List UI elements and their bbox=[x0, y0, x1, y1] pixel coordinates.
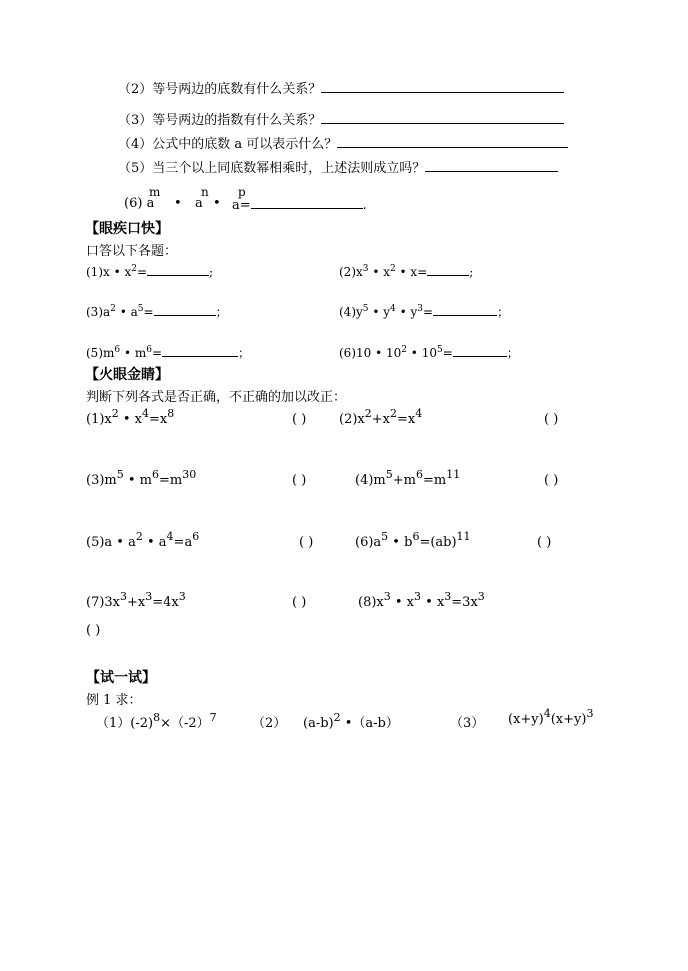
section-title-try: 【试一试】 bbox=[86, 670, 156, 686]
oral-item-4: $(4)y^5$ • $y^4$ • $y^3=$ ； bbox=[339, 304, 510, 319]
exponent-m: m bbox=[149, 185, 161, 199]
answer-blank[interactable] bbox=[425, 159, 558, 172]
oral-item-3: $(3)a^2$ • $a^5=$ ； bbox=[86, 304, 228, 319]
example-1-part-1: $(1)(-2)^8\times(-2)^7$ bbox=[96, 711, 217, 731]
oral-item-5: $(5)m^6$ • $m^6=$ ； bbox=[86, 345, 251, 360]
answer-blank[interactable] bbox=[433, 303, 497, 316]
answer-paren[interactable]: ( ) bbox=[292, 473, 307, 488]
dot-symbol: • bbox=[174, 196, 182, 211]
judge-item-1: $(1)x^2$ • $x^4=x^8$ bbox=[86, 407, 175, 427]
judge-item-3: $(3)m^5$ • $m^6=m^{30}$ bbox=[86, 468, 197, 488]
question-4: （4）公式中的底数 a 可以表示什么？ bbox=[118, 133, 568, 152]
question-6: (6) a bbox=[124, 196, 155, 211]
q6-result: a= . bbox=[232, 198, 367, 213]
answer-paren[interactable]: ( ) bbox=[292, 412, 307, 427]
answer-paren[interactable]: ( ) bbox=[299, 535, 314, 550]
judge-item-8: $(8)x^3$ • $x^3$ • $x^3=3x^3$ bbox=[358, 590, 485, 610]
answer-blank[interactable] bbox=[251, 196, 363, 209]
answer-blank[interactable] bbox=[427, 263, 469, 276]
example-1-part-3-expr: $(x+y)^4(x+y)^3$ bbox=[508, 707, 594, 727]
judge-item-4: $(4)m^5+m^6=m^{11}$ bbox=[355, 468, 461, 488]
section-title-judge: 【火眼金睛】 bbox=[85, 367, 169, 383]
answer-paren[interactable]: ( ) bbox=[544, 473, 559, 488]
answer-paren[interactable]: ( ) bbox=[86, 623, 101, 638]
answer-blank[interactable] bbox=[453, 344, 507, 357]
dot-symbol: • bbox=[213, 196, 221, 211]
oral-item-2: $(2)x^3$ • $x^2$ • x= ; bbox=[339, 264, 474, 279]
answer-blank[interactable] bbox=[321, 111, 564, 124]
answer-blank[interactable] bbox=[337, 135, 568, 148]
section-instruction: 口答以下各题： bbox=[86, 244, 178, 259]
example-1-part-3: （3） bbox=[450, 716, 485, 731]
exponent-n: n bbox=[201, 185, 209, 199]
answer-blank[interactable] bbox=[154, 303, 216, 316]
question-2: （2）等号两边的底数有什么关系？ bbox=[118, 78, 564, 97]
question-3: （3）等号两边的指数有什么关系？ bbox=[118, 109, 564, 128]
question-5: （5）当三个以上同底数幂相乘时，上述法则成立吗？ bbox=[118, 157, 558, 176]
answer-blank[interactable] bbox=[321, 80, 564, 93]
exponent-p: p bbox=[238, 185, 246, 199]
answer-blank[interactable] bbox=[147, 263, 209, 276]
section-instruction: 判断下列各式是否正确，不正确的加以改正： bbox=[86, 390, 347, 405]
answer-paren[interactable]: ( ) bbox=[537, 535, 552, 550]
answer-paren[interactable]: ( ) bbox=[292, 595, 307, 610]
judge-item-2: $(2)x^2+x^2=x^4$ bbox=[339, 407, 423, 427]
example-1-part-2: （2） bbox=[252, 716, 287, 731]
judge-item-7: $(7)3x^3+x^3=4x^3$ bbox=[86, 590, 186, 610]
answer-paren[interactable]: ( ) bbox=[544, 412, 559, 427]
judge-item-6: $(6)a^5$ • $b^6=(ab)^{11}$ bbox=[355, 530, 471, 550]
answer-blank[interactable] bbox=[162, 344, 238, 357]
section-title-oral: 【眼疾口快】 bbox=[85, 221, 169, 237]
example-1-part-2-expr: $(a-b)^2$ •（a-b） bbox=[303, 711, 399, 731]
oral-item-6: (6)10 • $10^2$ • $10^5=$ ； bbox=[339, 345, 519, 360]
example-label: 例 1 求： bbox=[86, 693, 142, 708]
oral-item-1: (1)x • $x^2=$ ; bbox=[86, 264, 214, 279]
judge-item-5: (5)a • $a^2$ • $a^4=a^6$ bbox=[86, 530, 200, 550]
